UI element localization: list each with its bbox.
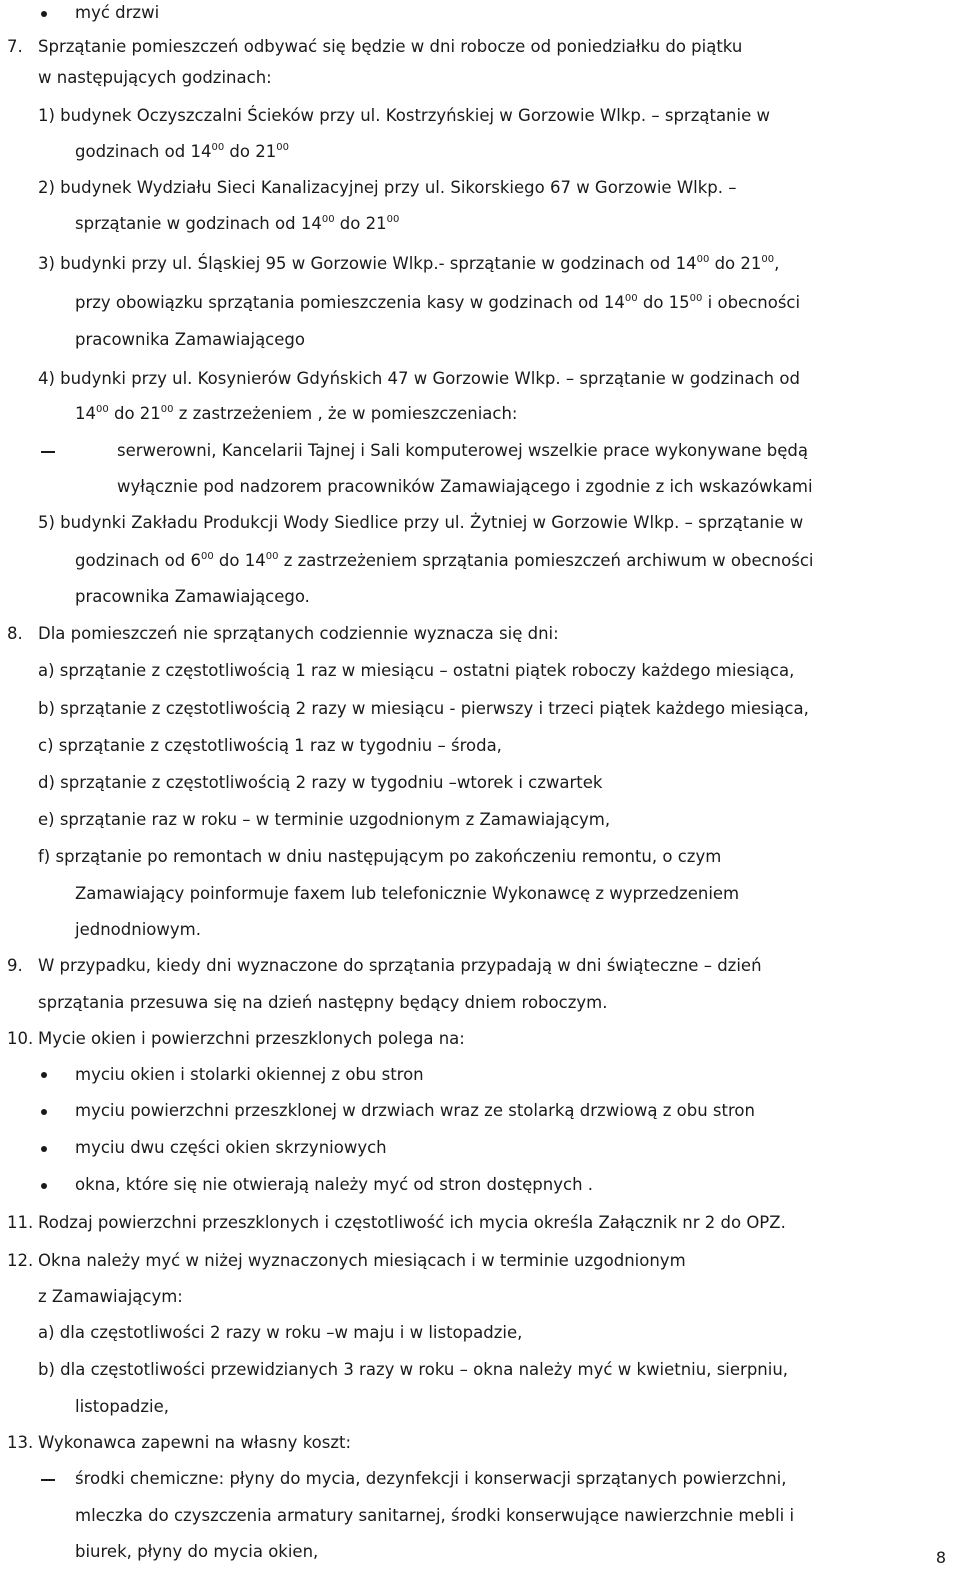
line: sprzątania przesuwa się na dzień następny będący dniem roboczym.	[38, 993, 608, 1012]
line: 2) budynek Wydziału Sieci Kanalizacyjnej przy ul. Sikorskiego 67 w Gorzowie Wlkp. –	[38, 178, 737, 197]
line: Okna należy myć w niżej wyznaczonych miesiącach i w terminie uzgodnionym	[38, 1251, 686, 1270]
line: Rodzaj powierzchni przeszklonych i częstotliwość ich mycia określa Załącznik nr 2 do OPZ.	[38, 1213, 786, 1232]
line: Mycie okien i powierzchni przeszklonych polega na:	[38, 1029, 465, 1048]
item-number: 9.	[7, 956, 23, 975]
line: godzinach od $6^{00}$ do $14^{00}$ z zastrzeżeniem sprzątania pomieszczeń archiwum w obecności	[75, 551, 814, 570]
line: b) dla częstotliwości przewidzianych 3 razy w roku – okna należy myć w kwietniu, sierpniu,	[38, 1360, 789, 1379]
line: mleczka do czyszczenia armatury sanitarnej, środki konserwujące nawierzchnie mebli i	[75, 1506, 795, 1525]
line: przy obowiązku sprzątania pomieszczenia kasy w godzinach od $14^{00}$ do $15^{00}$ i obecności	[75, 293, 801, 312]
line: listopadzie,	[75, 1397, 170, 1416]
line: 5) budynki Zakładu Produkcji Wody Siedlice przy ul. Żytniej w Gorzowie Wlkp. – sprzątanie w	[38, 513, 804, 532]
dash-icon	[41, 1479, 55, 1481]
line: w następujących godzinach:	[38, 68, 272, 87]
item-number: 7.	[7, 37, 23, 56]
line: 4) budynki przy ul. Kosynierów Gdyńskich 47 w Gorzowie Wlkp. – sprzątanie w godzinach od	[38, 369, 800, 388]
line: sprzątanie w godzinach od $14^{00}$ do $21^{00}$	[75, 214, 400, 233]
line: Wykonawca zapewni na własny koszt:	[38, 1433, 352, 1452]
item-number: 12.	[7, 1251, 34, 1270]
line: Dla pomieszczeń nie sprzątanych codziennie wyznacza się dni:	[38, 624, 559, 643]
bullet-icon	[41, 1072, 47, 1078]
line: wyłącznie pod nadzorem pracowników Zamawiającego i zgodnie z ich wskazówkami	[117, 477, 813, 496]
item-number: 11.	[7, 1213, 34, 1232]
line: Sprzątanie pomieszczeń odbywać się będzie w dni robocze od poniedziałku do piątku	[38, 37, 743, 56]
bullet-icon	[41, 1146, 47, 1152]
line: a) dla częstotliwości 2 razy w roku –w maju i w listopadzie,	[38, 1323, 523, 1342]
bullet-icon	[41, 11, 47, 17]
line: c) sprzątanie z częstotliwością 1 raz w tygodniu – środa,	[38, 736, 502, 755]
bullet-icon	[41, 1183, 47, 1189]
line: pracownika Zamawiającego	[75, 330, 305, 349]
line: 3) budynki przy ul. Śląskiej 95 w Gorzowie Wlkp.- sprzątanie w godzinach od $14^{00}$ do $21^{00}$,	[38, 254, 780, 273]
line: myciu okien i stolarki okiennej z obu stron	[75, 1065, 424, 1084]
line: jednodniowym.	[75, 920, 201, 939]
line: $14^{00}$ do $21^{00}$ z zastrzeżeniem , że w pomieszczeniach:	[75, 404, 518, 423]
line: biurek, płyny do mycia okien,	[75, 1542, 319, 1561]
line: f) sprzątanie po remontach w dniu następującym po zakończeniu remontu, o czym	[38, 847, 722, 866]
line: 1) budynek Oczyszczalni Ścieków przy ul. Kostrzyńskiej w Gorzowie Wlkp. – sprzątanie w	[38, 106, 770, 125]
line: myciu dwu części okien skrzyniowych	[75, 1138, 387, 1157]
item-number: 10.	[7, 1029, 34, 1048]
bullet-icon	[41, 1109, 47, 1115]
line: d) sprzątanie z częstotliwością 2 razy w tygodniu –wtorek i czwartek	[38, 773, 603, 792]
line: środki chemiczne: płyny do mycia, dezynfekcji i konserwacji sprzątanych powierzchni,	[75, 1469, 787, 1488]
line: myć drzwi	[75, 3, 160, 22]
page-number: 8	[935, 1548, 946, 1567]
line: serwerowni, Kancelarii Tajnej i Sali komputerowej wszelkie prace wykonywane będą	[117, 441, 808, 460]
item-number: 8.	[7, 624, 23, 643]
line: myciu powierzchni przeszklonej w drzwiach wraz ze stolarką drzwiową z obu stron	[75, 1101, 755, 1120]
line: okna, które się nie otwierają należy myć od stron dostępnych .	[75, 1175, 594, 1194]
line: e) sprzątanie raz w roku – w terminie uzgodnionym z Zamawiającym,	[38, 810, 611, 829]
line: godzinach od $14^{00}$ do $21^{00}$	[75, 142, 289, 161]
line: Zamawiający poinformuje faxem lub telefonicznie Wykonawcę z wyprzedzeniem	[75, 884, 740, 903]
item-number: 13.	[7, 1433, 34, 1452]
line: z Zamawiającym:	[38, 1287, 183, 1306]
line: a) sprzątanie z częstotliwością 1 raz w miesiącu – ostatni piątek roboczy każdego miesiąca,	[38, 661, 795, 680]
line: b) sprzątanie z częstotliwością 2 razy w miesiącu - pierwszy i trzeci piątek każdego miesiąca,	[38, 699, 809, 718]
dash-icon	[41, 451, 55, 453]
line: pracownika Zamawiającego.	[75, 587, 310, 606]
line: W przypadku, kiedy dni wyznaczone do sprzątania przypadają w dni świąteczne – dzień	[38, 956, 762, 975]
